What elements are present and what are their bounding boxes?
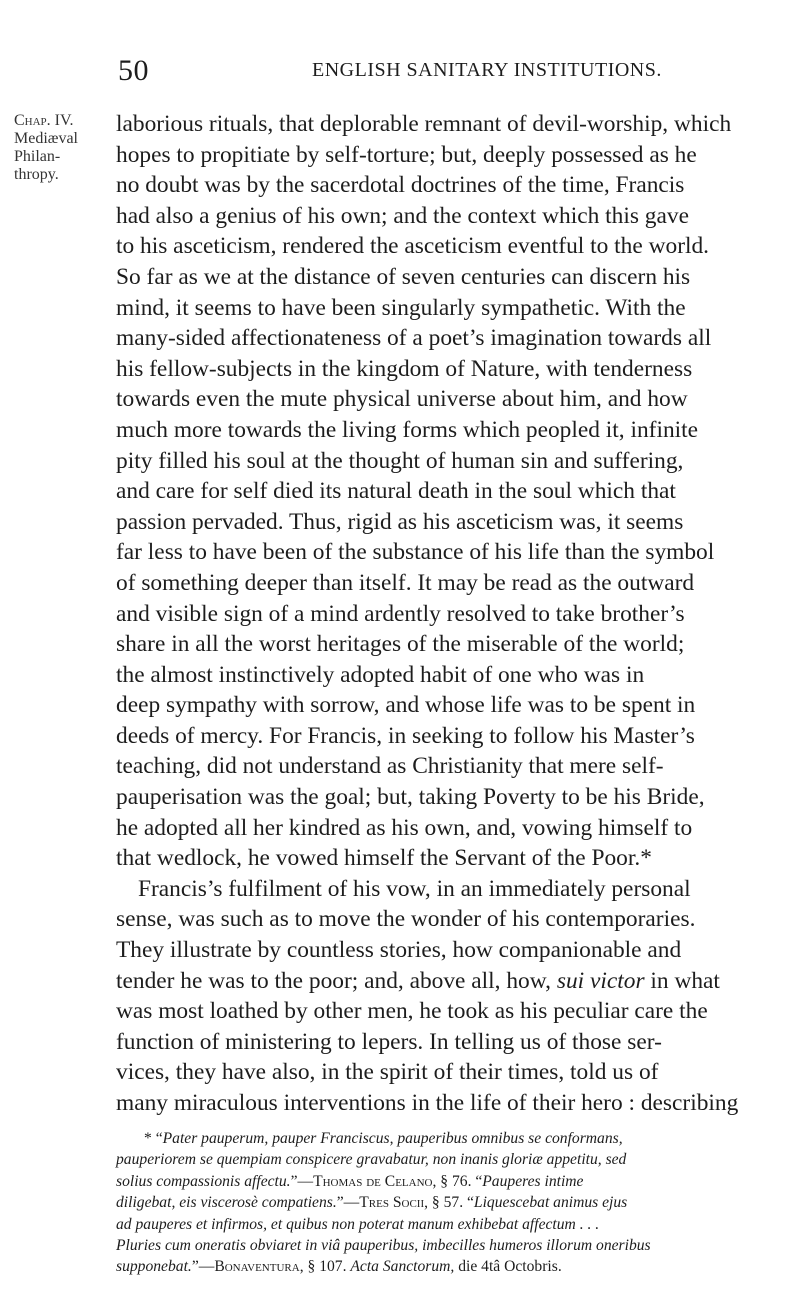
- footnote-author: Bonaventura,: [214, 1258, 304, 1276]
- text-line: far less to have been of the substance of his life than the symbol: [116, 539, 715, 566]
- footnote-line: [116, 1256, 782, 1277]
- page-number: 50: [118, 54, 149, 87]
- margin-note-line: Philan-: [14, 148, 61, 165]
- footnote-quote: ad pauperes et infirmos, et quibus non poterat manum exhibebat affectum . . .: [116, 1215, 600, 1233]
- italic-phrase: sui victor: [556, 967, 645, 994]
- footnote-line: [116, 1214, 782, 1235]
- text-line: of something deeper than itself. It may be read as the outward: [116, 569, 695, 596]
- footnote-ref: § 107.: [303, 1258, 351, 1276]
- text-line: was most loathed by other men, he took as his peculiar care the: [116, 998, 708, 1025]
- page-header: [0, 36, 800, 96]
- text-line: pauperisation was the goal; but, taking Poverty to be his Bride,: [116, 784, 705, 811]
- text-line: he adopted all her kindred as his own, and, vowing himself to: [116, 814, 693, 841]
- footnote-marker: * “: [144, 1130, 163, 1147]
- footnote-line: [116, 1128, 782, 1149]
- text-line: mind, it seems to have been singularly sympathetic. With the: [116, 294, 686, 321]
- footnote-author: Thomas de Celano,: [313, 1172, 437, 1190]
- text-line: hopes to propitiate by self-torture; but, deeply possessed as he: [116, 141, 697, 168]
- text-line: had also a genius of his own; and the context which this gave: [116, 202, 689, 229]
- text-span: in what: [644, 967, 720, 994]
- text-line: sense, was such as to move the wonder of his contemporaries.: [116, 906, 696, 933]
- footnote-quote: diligebat, eis viscerosè compatiens.: [116, 1194, 337, 1212]
- footnote-quote: Pater pauperum, pauper Franciscus, pauperibus omnibus se conformans,: [162, 1130, 623, 1147]
- margin-note-chapter: Chap. IV.: [14, 112, 74, 129]
- body-text: [116, 109, 782, 1119]
- text-line: deeds of mercy. For Francis, in seeking to follow his Master’s: [116, 722, 695, 749]
- text-line: laborious rituals, that deplorable remnant of devil-worship, which: [116, 111, 732, 137]
- text-line: that wedlock, he vowed himself the Servant of the Poor.*: [116, 845, 652, 872]
- text-line: So far as we at the distance of seven centuries can discern his: [116, 263, 691, 290]
- text-line: vices, they have also, in the spirit of their times, told us of: [116, 1059, 659, 1086]
- footnote-punct: ”—: [290, 1172, 314, 1190]
- margin-note-line: thropy.: [14, 166, 59, 183]
- text-line: towards even the mute physical universe about him, and how: [116, 386, 688, 413]
- footnote-line: [116, 1192, 782, 1213]
- footnote-quote: Pauperes intime: [482, 1172, 584, 1190]
- text-line: teaching, did not understand as Christianity that mere self-: [116, 753, 664, 780]
- footnote-ref: die 4tâ Octobris.: [454, 1258, 562, 1276]
- footnote-ref: § 57. “: [428, 1194, 474, 1212]
- footnote-ref: § 76. “: [436, 1172, 483, 1190]
- footnote-line: [116, 1235, 782, 1256]
- text-line: many miraculous interventions in the life of their hero : describing: [116, 1090, 739, 1116]
- text-line: They illustrate by countless stories, how companionable and: [116, 937, 682, 964]
- text-line: no doubt was by the sacerdotal doctrines of the time, Francis: [116, 172, 685, 199]
- text-line: function of ministering to lepers. In telling us of those ser-: [116, 1028, 662, 1055]
- text-line: pity filled his soul at the thought of human sin and suffering,: [116, 447, 684, 474]
- footnote-line: [116, 1149, 782, 1170]
- footnote-quote: Liquescebat animus ejus: [473, 1194, 628, 1212]
- text-line: and care for self died its natural death in the soul which that: [116, 478, 676, 505]
- text-line: [116, 966, 782, 997]
- footnote-punct: ”—: [336, 1194, 360, 1212]
- footnote-quote: Pluries cum oneratis obviaret in viâ pauperibus, imbecilles humeros illorum oneribus: [116, 1236, 651, 1254]
- footnote-quote: pauperiorem se quempiam conspicere gravabatur, non inanis gloriæ appetitu, sed: [116, 1151, 627, 1169]
- text-line: his fellow-subjects in the kingdom of Nature, with tenderness: [116, 355, 693, 382]
- margin-note: [14, 112, 104, 184]
- footnote-punct: ”—: [191, 1258, 215, 1276]
- footnote-quote: solius compassionis affectu.: [116, 1172, 291, 1190]
- text-line: the almost instinctively adopted habit of one who was in: [116, 661, 645, 688]
- text-line: and visible sign of a mind ardently resolved to take brother’s: [116, 600, 685, 627]
- footnote-quote: supponebat.: [116, 1258, 192, 1276]
- text-line: much more towards the living forms which peopled it, infinite: [116, 416, 699, 443]
- footnote: [116, 1128, 782, 1278]
- footnote-source: Acta Sanctorum,: [350, 1258, 455, 1276]
- text-line: many-sided affectionateness of a poet’s imagination towards all: [116, 325, 712, 352]
- text-line: deep sympathy with sorrow, and whose life was to be spent in: [116, 692, 696, 719]
- footnote-author: Tres Socii,: [359, 1194, 429, 1212]
- margin-note-line: Mediæval: [14, 130, 78, 147]
- text-line: share in all the worst heritages of the miserable of the world;: [116, 631, 685, 658]
- text-line: passion pervaded. Thus, rigid as his asceticism was, it seems: [116, 508, 684, 535]
- text-span: tender he was to the poor; and, above all, how,: [116, 967, 551, 994]
- text-line: to his asceticism, rendered the asceticism eventful to the world.: [116, 233, 710, 260]
- text-line: Francis’s fulfilment of his vow, in an immediately personal: [138, 875, 691, 902]
- footnote-line: [116, 1171, 782, 1192]
- running-title: ENGLISH SANITARY INSTITUTIONS.: [312, 59, 662, 81]
